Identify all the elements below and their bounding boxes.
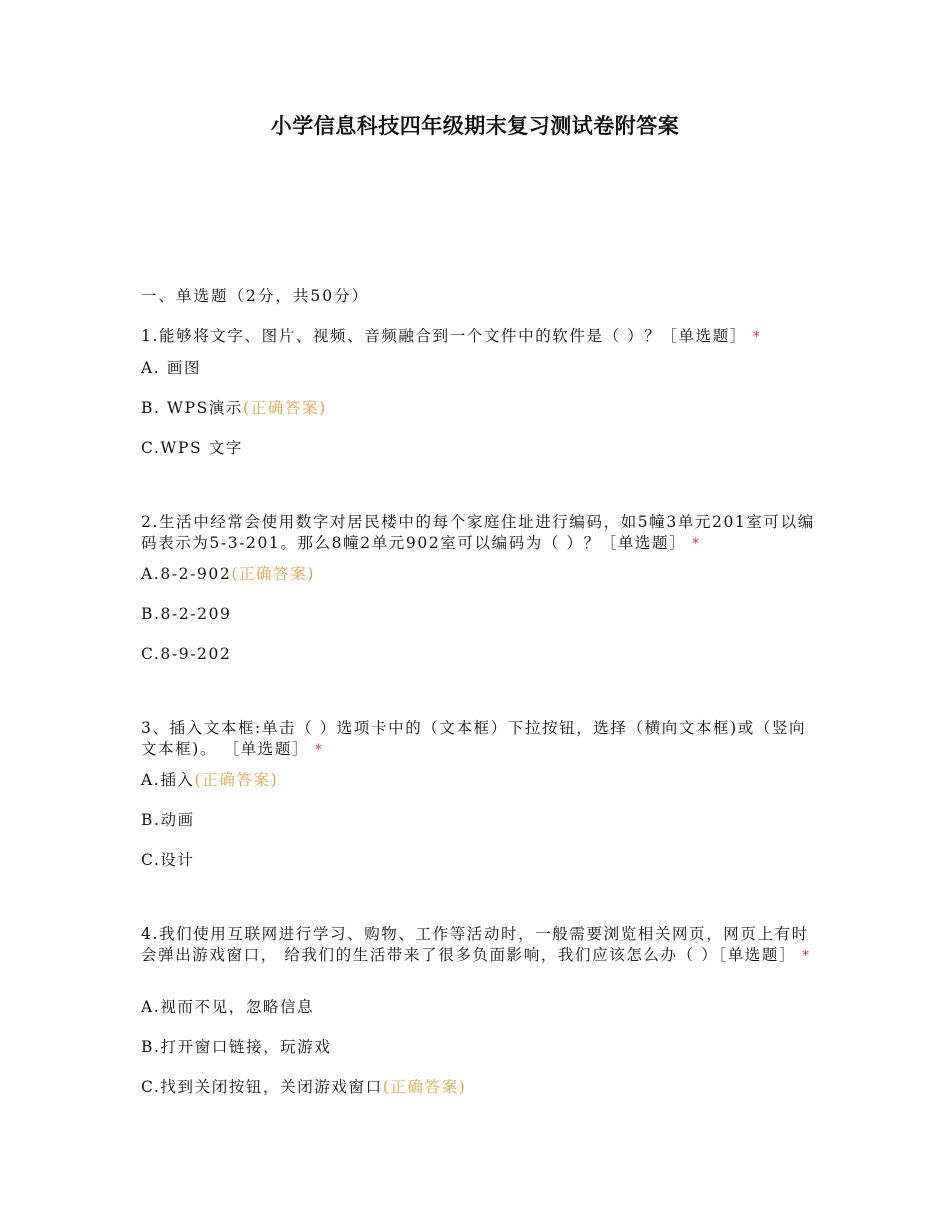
option-text: A.8-2-902: [141, 565, 232, 583]
question-1-stem: [141, 326, 816, 348]
question-3-option-c[interactable]: [141, 850, 195, 871]
correct-answer-label: (正确答案): [194, 771, 279, 789]
question-1-option-b[interactable]: [141, 398, 327, 419]
option-text: C.8-9-202: [141, 645, 232, 663]
option-text: B. WPS演示: [141, 399, 244, 417]
question-1-option-c[interactable]: [141, 438, 243, 459]
required-mark: *: [692, 536, 701, 552]
option-text: B.打开窗口链接，玩游戏: [141, 1038, 332, 1056]
question-3-stem: [141, 718, 816, 761]
question-2-option-c[interactable]: [141, 644, 231, 665]
question-4-stem: [141, 924, 816, 967]
correct-answer-label: (正确答案): [231, 565, 316, 583]
option-text: A. 画图: [141, 359, 202, 377]
required-mark: *: [315, 742, 324, 758]
option-text: C.找到关闭按钮，关闭游戏窗口: [141, 1078, 383, 1096]
required-mark: *: [752, 329, 762, 345]
required-mark: *: [802, 948, 811, 964]
question-4-option-b[interactable]: [141, 1037, 332, 1058]
question-2-option-b[interactable]: [141, 604, 232, 625]
question-3-option-a[interactable]: [141, 770, 278, 791]
question-1-option-a[interactable]: [141, 358, 201, 379]
option-text: A.视而不见，忽略信息: [141, 998, 315, 1016]
option-text: C.设计: [141, 851, 195, 869]
question-3-option-b[interactable]: [141, 810, 195, 831]
question-text: 4.我们使用互联网进行学习、购物、工作等活动时，一般需要浏览相关网页，网页上有时会弹出游戏窗口， 给我们的生活带来了很多负面影响，我们应该怎么办（ ）［单选题］: [141, 925, 809, 964]
page-title: 小学信息科技四年级期末复习测试卷附答案: [270, 113, 680, 138]
option-text: C.WPS 文字: [141, 439, 243, 457]
question-4-option-c[interactable]: [141, 1077, 466, 1098]
question-2-stem: [141, 512, 816, 555]
correct-answer-label: (正确答案): [382, 1078, 467, 1096]
option-text: A.插入: [141, 771, 195, 789]
question-2-option-a[interactable]: [141, 564, 315, 585]
option-text: B.8-2-209: [141, 605, 232, 623]
question-text: 1.能够将文字、图片、视频、音频融合到一个文件中的软件是（ ）？［单选题］: [141, 327, 747, 345]
question-text: 2.生活中经常会使用数字对居民楼中的每个家庭住址进行编码，如5幢3单元201室可以编码表示为5-3-201。那么8幢2单元902室可以编码为（ ）？［单选题］: [141, 513, 815, 552]
option-text: B.动画: [141, 811, 195, 829]
correct-answer-label: (正确答案): [243, 399, 327, 417]
section-heading: 一、单选题（2分，共50分）: [141, 287, 370, 305]
question-text: 3、插入文本框:单击（ ）选项卡中的（文本框）下拉按钮，选择（横向文本框)或（竖向文本框)。 ［单选题］: [141, 719, 807, 758]
question-4-option-a[interactable]: [141, 997, 314, 1018]
